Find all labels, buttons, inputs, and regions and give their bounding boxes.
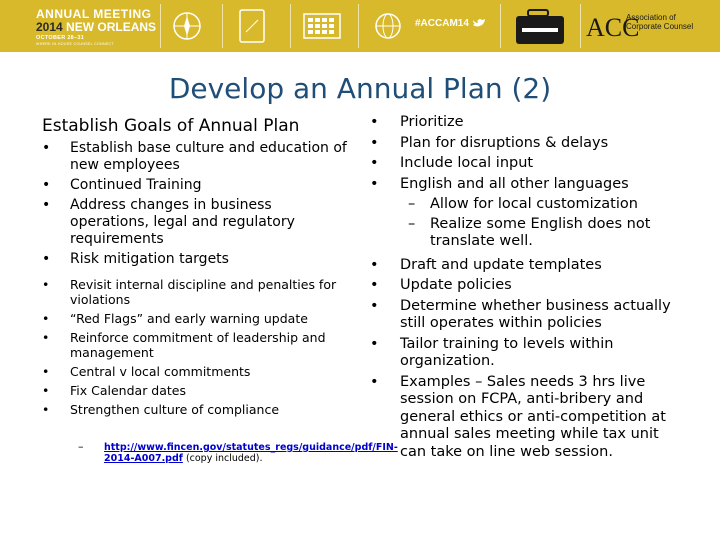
list-item: • Revisit internal discipline and penalties for violations <box>42 277 352 307</box>
sub-list-item: – Allow for local customization <box>408 196 638 212</box>
link-note: (copy included). <box>182 453 263 464</box>
banner-divider <box>160 4 161 48</box>
banner-divider <box>358 4 359 48</box>
event-dates: OCTOBER 28–31 <box>36 35 85 41</box>
list-item: • Plan for disruptions & delays <box>370 135 675 153</box>
briefcase-icon <box>512 6 572 46</box>
list-item: • Examples – Sales needs 3 hrs live session on FCPA, anti-bribery and general ethics or anti-competition at annual sales meeting while tax unit can take on line web session. <box>370 374 675 462</box>
sub-list-item: – Realize some English does not translate well. <box>408 215 651 249</box>
event-year: 2014 <box>36 20 63 34</box>
fincen-link[interactable]: http://www.fincen.gov/statutes_regs/guidance/pdf/FIN-2014-A007.pdf <box>104 442 398 464</box>
twitter-bird-icon <box>472 18 486 28</box>
plan-list <box>370 114 675 464</box>
acc-logo <box>584 6 640 46</box>
list-item: • English and all other languages <box>370 176 675 194</box>
calendar-grid-icon <box>302 6 342 46</box>
event-hashtag: #ACCAM14 <box>415 18 486 29</box>
goals-list <box>42 140 352 421</box>
acc-logo-text: ACC <box>586 13 640 42</box>
list-item: • Draft and update templates <box>370 257 675 275</box>
reference-sub-item: – http://www.fincen.gov/statutes_regs/guidance/pdf/FIN-2014-A007.pdf (copy included). <box>78 440 398 464</box>
annual-meeting-logo <box>36 8 156 47</box>
event-banner <box>0 0 720 52</box>
list-item: • “Red Flags” and early warning update <box>42 311 352 326</box>
list-item: • Reinforce commitment of leadership and management <box>42 330 352 360</box>
left-heading: Establish Goals of Annual Plan <box>42 116 300 136</box>
banner-divider <box>290 4 291 48</box>
compass-icon <box>170 6 204 46</box>
event-tagline: WHERE IN-HOUSE COUNSEL CONNECT <box>36 42 114 46</box>
list-item: • Continued Training <box>42 177 352 194</box>
org-name: Association of Corporate Counsel <box>626 13 694 31</box>
list-item: • Strengthen culture of compliance <box>42 402 352 417</box>
banner-divider <box>580 4 581 48</box>
list-item: • Include local input <box>370 155 675 173</box>
list-item: • Address changes in business operations, legal and regulatory requirements <box>42 197 352 248</box>
list-item: • Tailor training to levels within organization. <box>370 336 675 371</box>
slide-title: Develop an Annual Plan (2) <box>168 72 552 105</box>
list-item: • Determine whether business actually still operates within policies <box>370 298 675 333</box>
list-item: • Fix Calendar dates <box>42 383 352 398</box>
list-item: • Central v local commitments <box>42 364 352 379</box>
event-city: NEW ORLEANS <box>66 20 157 34</box>
globe-icon <box>370 6 406 46</box>
banner-divider <box>500 4 501 48</box>
banner-divider <box>222 4 223 48</box>
tablet-icon <box>236 6 268 46</box>
list-item: • Establish base culture and education of new employees <box>42 140 352 174</box>
list-item: • Risk mitigation targets <box>42 251 352 268</box>
list-item: • Update policies <box>370 277 675 295</box>
list-item: • Prioritize <box>370 114 675 132</box>
event-name: ANNUAL MEETING <box>36 7 152 21</box>
